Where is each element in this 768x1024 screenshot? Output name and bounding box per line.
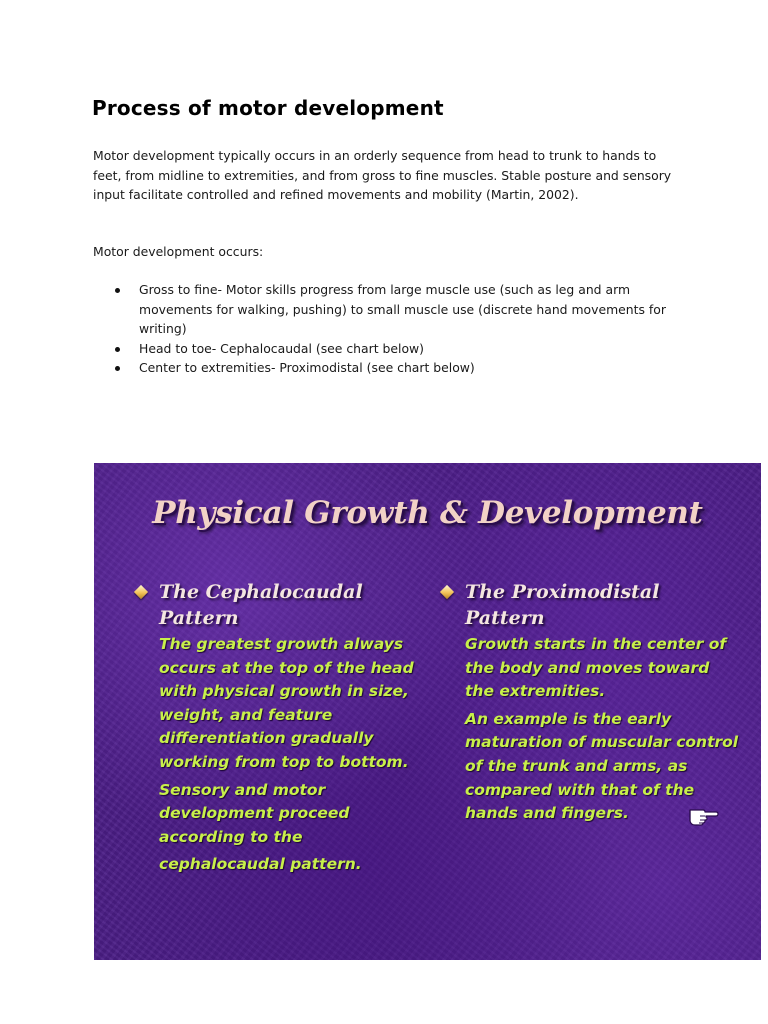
cephalocaudal-column: [134, 579, 426, 877]
cephalocaudal-paragraph-1: The greatest growth always occurs at the top of the head with physical growth in size, weight, and feature differentiation gradually working from top to bottom.: [159, 635, 414, 771]
page-title: Process of motor development: [92, 96, 444, 120]
cephalocaudal-heading-line2: Pattern: [159, 607, 239, 629]
proximodistal-heading-line1: The Proximodistal: [465, 581, 660, 603]
pointing-hand-icon: [688, 804, 720, 826]
bullet-icon: [115, 366, 120, 371]
cephalocaudal-heading-line1: The Cephalocaudal: [159, 581, 363, 603]
occurs-label: Motor development occurs:: [93, 244, 264, 259]
cephalocaudal-heading: [134, 579, 426, 631]
list-item: [112, 339, 672, 359]
proximodistal-paragraph-1: Growth starts in the center of the body and moves toward the extremities.: [465, 635, 727, 701]
proximodistal-heading-line2: Pattern: [465, 607, 545, 629]
intro-paragraph: Motor development typically occurs in an orderly sequence from head to trunk to hands to feet, from midline to extremities, and from gross to fine muscles. Stable posture and sensory input facilitate controlled and refined movements and mobility (Martin, 2002).: [93, 148, 672, 203]
slide-image: [94, 463, 761, 960]
bullet-list: [112, 280, 672, 378]
bullet-icon: [115, 347, 120, 352]
list-item: [112, 280, 672, 339]
proximodistal-column: [440, 579, 740, 826]
cephalocaudal-paragraph-3: cephalocaudal pattern.: [159, 855, 362, 874]
proximodistal-heading: [440, 579, 740, 631]
list-item-text: Head to toe- Cephalocaudal (see chart below): [139, 340, 424, 356]
bullet-icon: [115, 288, 120, 293]
diamond-icon: [134, 585, 148, 599]
slide-title: Physical Growth & Development: [152, 495, 703, 531]
list-item-text: Gross to fine- Motor skills progress from large muscle use (such as leg and arm movements for walking, pushing) to small muscle use (discrete hand movements for writing): [139, 282, 666, 337]
list-item: [112, 358, 672, 378]
cephalocaudal-paragraph-2: Sensory and motor development proceed according to the: [159, 780, 350, 846]
proximodistal-paragraph-2: An example is the early maturation of muscular control of the trunk and arms, as compared with that of the hands and fingers.: [465, 709, 739, 823]
list-item-text: Center to extremities- Proximodistal (see chart below): [139, 360, 475, 376]
diamond-icon: [440, 585, 454, 599]
